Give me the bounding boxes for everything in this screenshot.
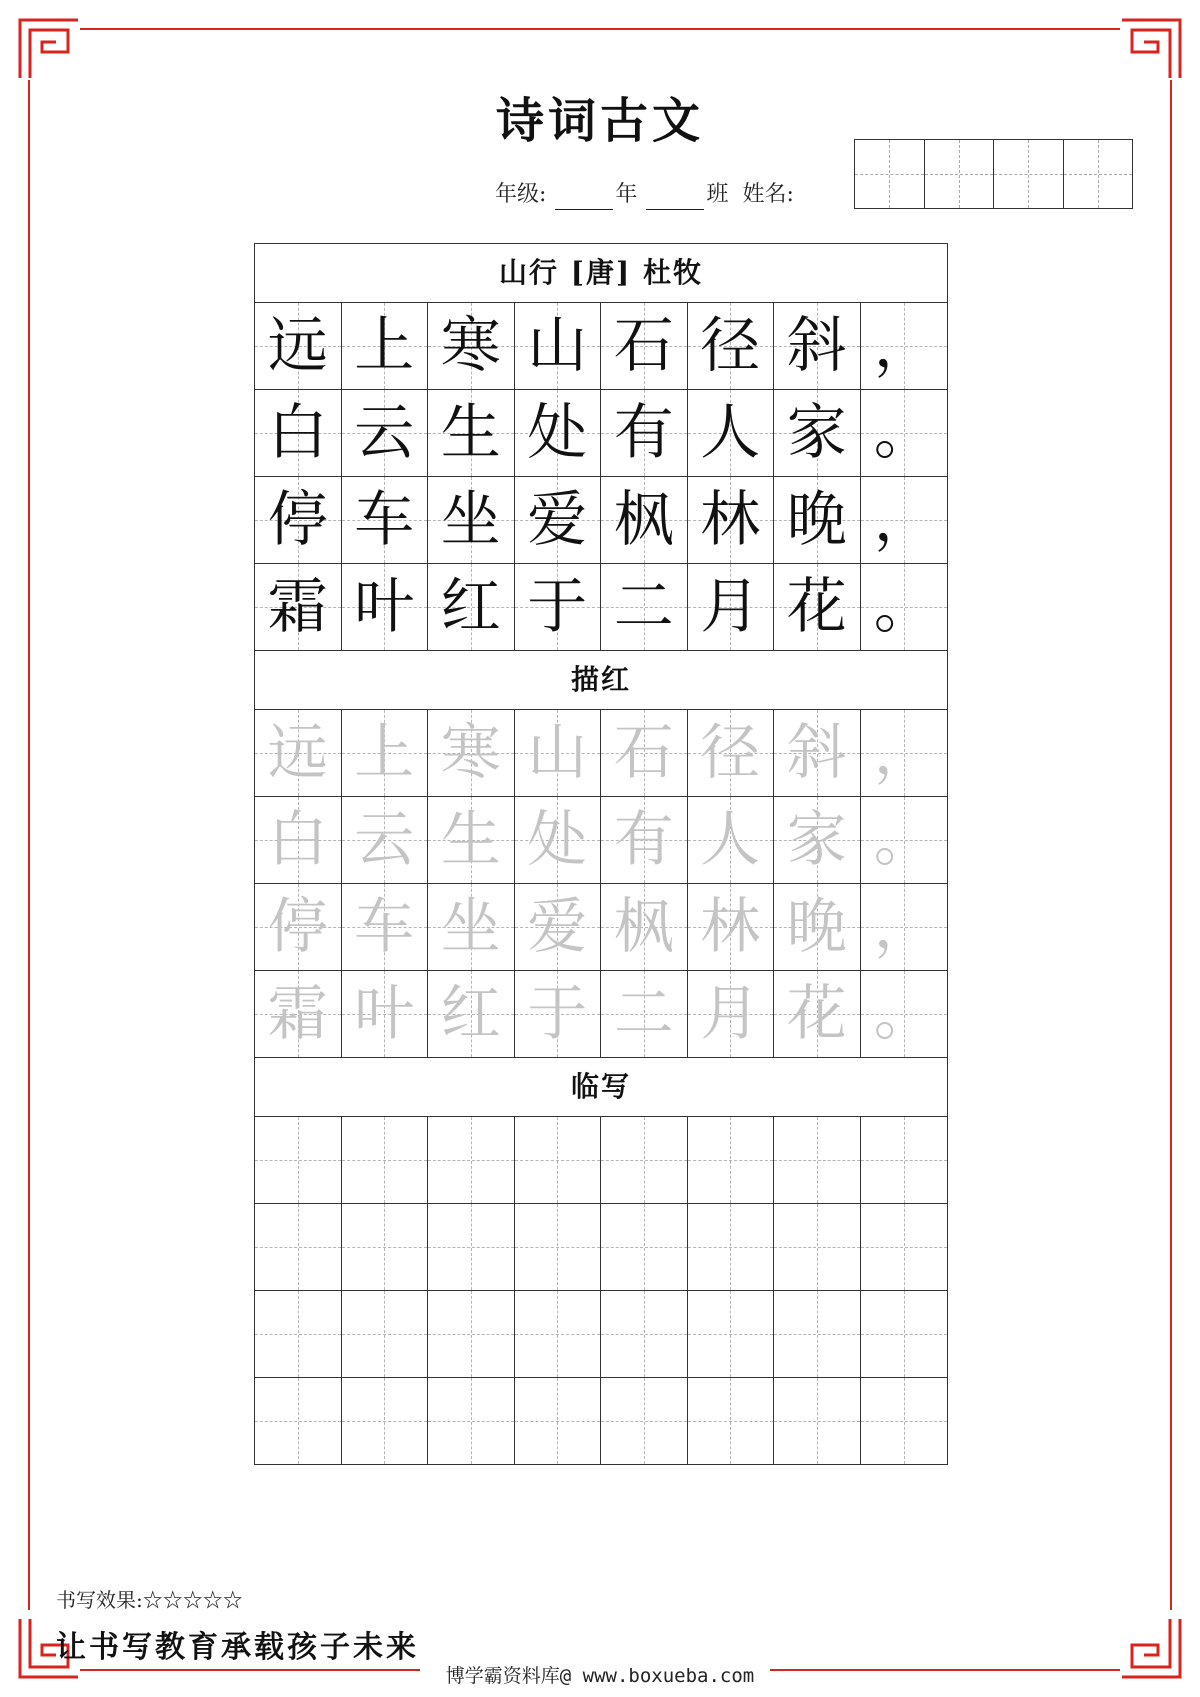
trace-character: 有: [613, 805, 674, 875]
model-cell: [601, 564, 688, 650]
model-cell: [255, 303, 342, 389]
model-character: 有: [613, 398, 674, 468]
model-cell: [601, 477, 688, 563]
model-character: 处: [527, 398, 588, 468]
model-cell: [774, 303, 861, 389]
copy-row: [255, 1378, 947, 1464]
copy-cell[interactable]: [255, 1378, 342, 1464]
trace-cell: [342, 971, 429, 1057]
trace-row: [255, 710, 947, 797]
class-field[interactable]: [646, 187, 704, 210]
model-cell: [255, 564, 342, 650]
trace-character: 家: [786, 805, 847, 875]
copy-cell[interactable]: [255, 1204, 342, 1290]
trace-cell: [255, 971, 342, 1057]
copy-cell[interactable]: [861, 1204, 948, 1290]
frame-top: [80, 28, 1120, 30]
trace-character: 车: [354, 892, 415, 962]
trace-cell: [255, 710, 342, 796]
model-character: 山: [527, 311, 588, 381]
copy-cell[interactable]: [342, 1204, 429, 1290]
frame-right: [1170, 80, 1172, 1610]
model-cell: [861, 303, 948, 389]
trace-character: ，: [873, 892, 934, 962]
model-character: 林: [700, 485, 761, 555]
copy-cell[interactable]: [428, 1378, 515, 1464]
trace-character: 处: [527, 805, 588, 875]
model-character: 花: [786, 572, 847, 642]
copy-cell[interactable]: [255, 1117, 342, 1203]
model-cell: [688, 564, 775, 650]
copy-cell[interactable]: [428, 1291, 515, 1377]
trace-cell: [515, 971, 602, 1057]
model-cell: [688, 390, 775, 476]
copy-cell[interactable]: [255, 1291, 342, 1377]
trace-cell: [342, 797, 429, 883]
model-cell: [688, 477, 775, 563]
trace-cell: [515, 710, 602, 796]
name-box[interactable]: [925, 140, 995, 208]
model-character: 石: [613, 311, 674, 381]
trace-cell: [601, 971, 688, 1057]
copy-cell[interactable]: [601, 1117, 688, 1203]
model-cell: [255, 477, 342, 563]
copy-cell[interactable]: [774, 1378, 861, 1464]
model-cell: [515, 303, 602, 389]
trace-cell: [428, 797, 515, 883]
frame-left: [28, 80, 30, 1610]
model-character: 云: [354, 398, 415, 468]
model-row: [255, 303, 947, 390]
trace-cell: [255, 797, 342, 883]
trace-cell: [688, 884, 775, 970]
model-cell: [515, 390, 602, 476]
model-character: 坐: [440, 485, 501, 555]
trace-cell: [774, 710, 861, 796]
model-character: 上: [354, 311, 415, 381]
model-character: 于: [527, 572, 588, 642]
model-character: 家: [786, 398, 847, 468]
trace-cell: [861, 710, 948, 796]
model-character: 。: [873, 398, 934, 468]
copy-cell[interactable]: [601, 1204, 688, 1290]
trace-character: 石: [613, 718, 674, 788]
model-cell: [428, 303, 515, 389]
star-outline-icon[interactable]: ☆☆☆☆☆: [142, 1588, 243, 1612]
trace-character: 径: [700, 718, 761, 788]
model-character: 月: [700, 572, 761, 642]
model-cell: [861, 564, 948, 650]
trace-character: 爱: [527, 892, 588, 962]
name-box[interactable]: [1064, 140, 1133, 208]
model-cell: [861, 390, 948, 476]
trace-cell: [428, 710, 515, 796]
trace-cell: [601, 710, 688, 796]
model-cell: [342, 390, 429, 476]
copy-row: [255, 1291, 947, 1378]
copy-cell[interactable]: [428, 1117, 515, 1203]
model-character: 霜: [267, 572, 328, 642]
trace-row: [255, 884, 947, 971]
copy-cell[interactable]: [774, 1117, 861, 1203]
trace-character: 晚: [786, 892, 847, 962]
model-character: 斜: [786, 311, 847, 381]
grade-field[interactable]: [555, 187, 613, 210]
trace-cell: [861, 797, 948, 883]
trace-character: 远: [267, 718, 328, 788]
name-box[interactable]: [855, 140, 925, 208]
model-character: 生: [440, 398, 501, 468]
copy-cell[interactable]: [515, 1291, 602, 1377]
model-cell: [515, 477, 602, 563]
trace-cell: [515, 797, 602, 883]
copy-cell[interactable]: [688, 1378, 775, 1464]
trace-cell: [601, 884, 688, 970]
trace-cell: [774, 971, 861, 1057]
effect-label: 书写效果:: [56, 1588, 143, 1612]
trace-character: 二: [613, 979, 674, 1049]
model-character: 红: [440, 572, 501, 642]
copy-row: [255, 1117, 947, 1204]
model-cell: [774, 564, 861, 650]
trace-character: 枫: [613, 892, 674, 962]
model-character: 白: [267, 398, 328, 468]
trace-cell: [428, 971, 515, 1057]
trace-character: 云: [354, 805, 415, 875]
model-cell: [255, 390, 342, 476]
poem-heading: 山行 [唐] 杜牧: [255, 244, 947, 303]
trace-cell: [861, 884, 948, 970]
trace-character: 于: [527, 979, 588, 1049]
trace-cell: [688, 710, 775, 796]
model-row: [255, 564, 947, 650]
trace-row: [255, 971, 947, 1057]
model-cell: [688, 303, 775, 389]
footer-site: 博学霸资料库@ www.boxueba.com: [445, 1665, 755, 1687]
model-character: 晚: [786, 485, 847, 555]
copy-heading: 临写: [255, 1057, 947, 1117]
model-cell: [515, 564, 602, 650]
model-cell: [428, 564, 515, 650]
trace-heading: 描红: [255, 650, 947, 710]
model-character: 寒: [440, 311, 501, 381]
name-label: 姓名:: [742, 182, 794, 207]
trace-character: 上: [354, 718, 415, 788]
model-cell: [774, 390, 861, 476]
trace-character: 林: [700, 892, 761, 962]
student-info-row: [495, 180, 794, 210]
writing-effect: [56, 1584, 243, 1613]
trace-cell: [342, 884, 429, 970]
model-character: 二: [613, 572, 674, 642]
model-character: 。: [873, 572, 934, 642]
model-cell: [774, 477, 861, 563]
trace-cell: [601, 797, 688, 883]
copy-cell[interactable]: [688, 1117, 775, 1203]
model-character: 叶: [354, 572, 415, 642]
copy-cell[interactable]: [688, 1204, 775, 1290]
model-cell: [601, 390, 688, 476]
copy-cell[interactable]: [861, 1291, 948, 1377]
practice-sheet: [254, 243, 948, 1465]
copy-cell[interactable]: [342, 1291, 429, 1377]
model-row: [255, 477, 947, 564]
name-boxes[interactable]: [854, 139, 1133, 209]
trace-cell: [255, 884, 342, 970]
trace-cell: [861, 971, 948, 1057]
trace-character: 。: [873, 979, 934, 1049]
model-character: 停: [267, 485, 328, 555]
slogan: 让书写教育承载孩子未来: [56, 1630, 419, 1665]
model-cell: [861, 477, 948, 563]
copy-cell[interactable]: [601, 1378, 688, 1464]
trace-character: 。: [873, 805, 934, 875]
trace-cell: [515, 884, 602, 970]
copy-cell[interactable]: [601, 1291, 688, 1377]
trace-character: 白: [267, 805, 328, 875]
trace-cell: [428, 884, 515, 970]
trace-character: 斜: [786, 718, 847, 788]
corner-top-left-icon: [18, 18, 80, 80]
model-row: [255, 390, 947, 477]
trace-cell: [774, 884, 861, 970]
trace-character: 霜: [267, 979, 328, 1049]
model-character: 枫: [613, 485, 674, 555]
copy-cell[interactable]: [515, 1204, 602, 1290]
model-cell: [428, 477, 515, 563]
trace-character: 生: [440, 805, 501, 875]
trace-character: 叶: [354, 979, 415, 1049]
model-character: 远: [267, 311, 328, 381]
copy-cell[interactable]: [515, 1117, 602, 1203]
copy-cell[interactable]: [342, 1117, 429, 1203]
model-character: ，: [873, 311, 934, 381]
trace-grid: [255, 710, 947, 1057]
trace-cell: [342, 710, 429, 796]
copy-row: [255, 1204, 947, 1291]
trace-character: 坐: [440, 892, 501, 962]
model-cell: [342, 303, 429, 389]
model-character: 爱: [527, 485, 588, 555]
trace-cell: [688, 971, 775, 1057]
grade-label: 年级:: [495, 182, 547, 207]
model-character: 人: [700, 398, 761, 468]
trace-cell: [774, 797, 861, 883]
copy-cell[interactable]: [861, 1378, 948, 1464]
model-cell: [428, 390, 515, 476]
trace-row: [255, 797, 947, 884]
copy-cell[interactable]: [688, 1291, 775, 1377]
trace-character: 花: [786, 979, 847, 1049]
trace-character: 月: [700, 979, 761, 1049]
model-character: ，: [873, 485, 934, 555]
trace-character: 寒: [440, 718, 501, 788]
copy-cell[interactable]: [861, 1117, 948, 1203]
copy-grid: [255, 1117, 947, 1464]
model-grid: [255, 303, 947, 650]
copy-cell[interactable]: [774, 1291, 861, 1377]
year-label: 年: [615, 182, 638, 207]
model-cell: [342, 477, 429, 563]
class-label: 班: [706, 182, 729, 207]
model-character: 车: [354, 485, 415, 555]
trace-character: 山: [527, 718, 588, 788]
trace-character: 红: [440, 979, 501, 1049]
copy-cell[interactable]: [774, 1204, 861, 1290]
page-title: 诗词古文: [495, 93, 704, 149]
trace-cell: [688, 797, 775, 883]
trace-character: ，: [873, 718, 934, 788]
model-cell: [342, 564, 429, 650]
trace-character: 停: [267, 892, 328, 962]
model-cell: [601, 303, 688, 389]
model-character: 径: [700, 311, 761, 381]
copy-cell[interactable]: [428, 1204, 515, 1290]
corner-top-right-icon: [1120, 18, 1182, 80]
name-box[interactable]: [994, 140, 1064, 208]
trace-character: 人: [700, 805, 761, 875]
copy-cell[interactable]: [342, 1378, 429, 1464]
copy-cell[interactable]: [515, 1378, 602, 1464]
